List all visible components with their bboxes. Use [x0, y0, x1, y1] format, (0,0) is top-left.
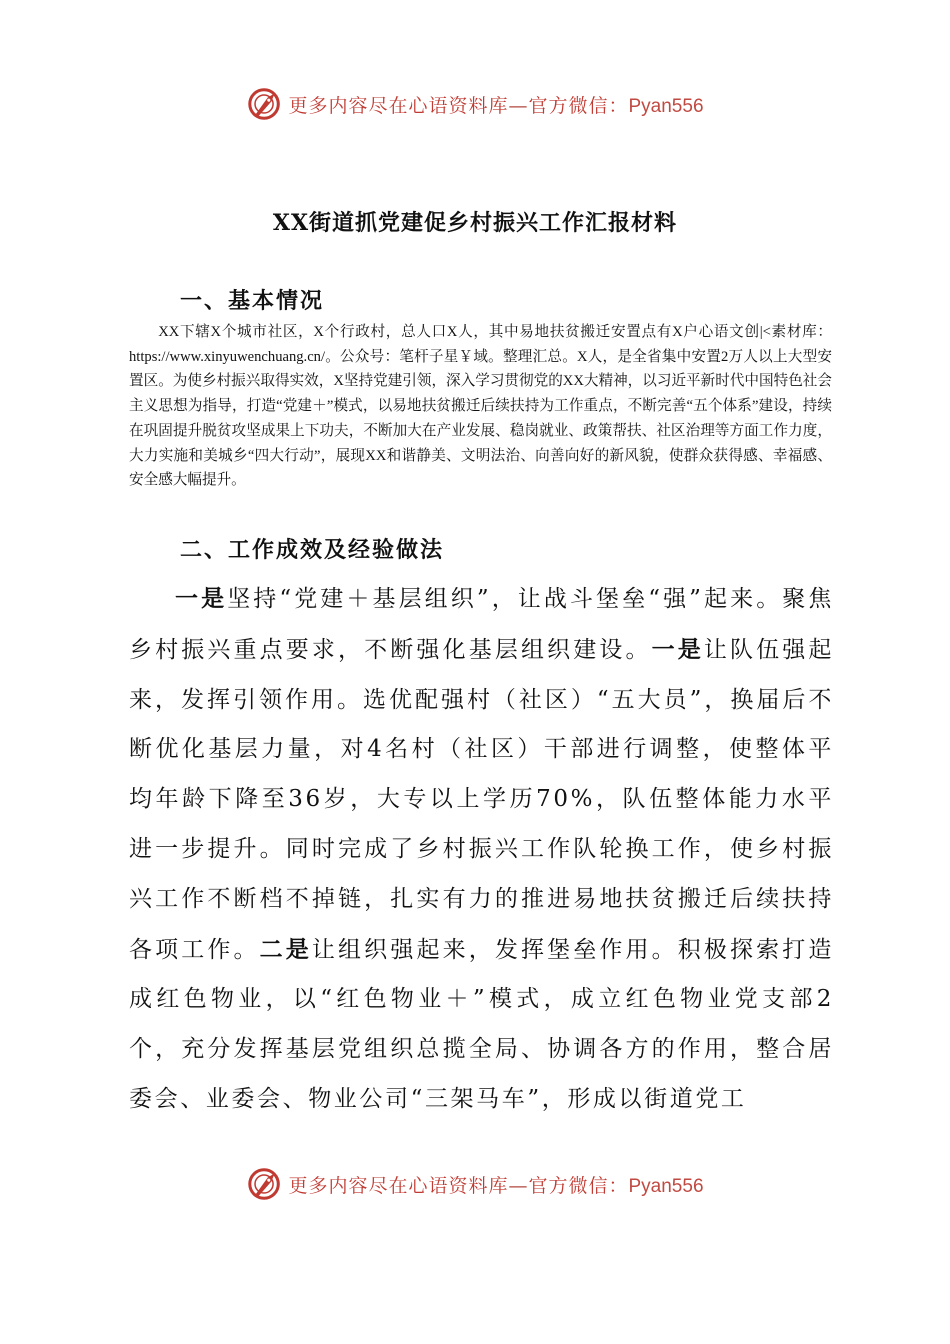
- pen-nib-logo-icon: [246, 1165, 284, 1203]
- paragraph-achievements: [129, 574, 834, 1125]
- watermark-official: 官方微信：: [528, 1174, 629, 1197]
- watermark-wechat-id: Pyan556: [628, 1175, 704, 1197]
- section-heading-basic-situation: 一、基本情况: [180, 288, 325, 314]
- emphasis-second: 二是: [259, 935, 312, 963]
- paragraph-text-1: 坚持“党建＋基层组织”，让战斗堡垒“强”起来。聚焦乡村振兴重点要求，不断强化基层组织建设。: [129, 586, 834, 663]
- header-watermark-banner: [0, 82, 950, 126]
- paragraph-text-2: 让队伍强起来，发挥引领作用。选优配强村（社区）“五大员”，换届后不断优化基层力量，对4名村（社区）干部进行调整，使整体平均年龄下降至36岁，大专以上学历70%，队伍整体能力水平进一步提升。同时完成了乡村振兴工作队轮换工作，使乡村振兴工作不断档不掉链，扎实有力的推进易地扶贫搬迁后续扶持各项工作。: [129, 636, 835, 963]
- paragraph-text-3: 让组织强起来，发挥堡垒作用。积极探索打造成红色物业，以“红色物业＋”模式，成立红色物业党支部2个，充分发挥基层党组织总揽全局、协调各方的作用，整合居委会、业委会、物业公司“三架马车”，形成以街道党工: [129, 936, 835, 1112]
- emphasis-lead: 一是: [175, 585, 228, 612]
- section-heading-achievements: 二、工作成效及经验做法: [180, 537, 445, 563]
- watermark-main: 更多内容尽在心语资料库: [288, 94, 509, 117]
- watermark-wechat-id: Pyan556: [628, 95, 704, 117]
- paragraph-basic-situation: XX下辖X个城市社区，X个行政村，总人口X人，其中易地扶贫搬迁安置点有X户心语文创|<素材库：https://www.xinyuwenchuang.cn/。公众号：笔杆子星￥域。整理汇总。X人，是全省集中安置2万人以上大型安置区。为使乡村振兴取得实效，X坚持党建引领，深入学习贯彻党的XX大精神，以习近平新时代中国特色社会主义思想为指导，打造“党建＋”模式，以易地扶贫搬迁后续扶持为工作重点，不断完善“五个体系”建设，持续在巩固提升脱贫攻坚成果上下功夫，不断加大在产业发展、稳岗就业、政策帮扶、社区治理等方面工作力度，大力实施和美城乡“四大行动”，展现XX和谐静美、文明法治、向善向好的新风貌，使群众获得感、幸福感、安全感大幅提升。: [129, 324, 832, 489]
- document-title: XX街道抓党建促乡村振兴工作汇报材料: [272, 210, 678, 236]
- footer-watermark-banner: [0, 1162, 950, 1206]
- watermark-main: 更多内容尽在心语资料库: [288, 1174, 509, 1197]
- watermark-dash: —: [508, 1174, 529, 1197]
- emphasis-first: 一是: [651, 635, 704, 663]
- watermark-text: [288, 91, 703, 118]
- watermark-official: 官方微信：: [528, 94, 629, 117]
- watermark-dash: —: [508, 94, 529, 117]
- watermark-text: [288, 1171, 703, 1198]
- pen-nib-logo-icon: [246, 85, 284, 123]
